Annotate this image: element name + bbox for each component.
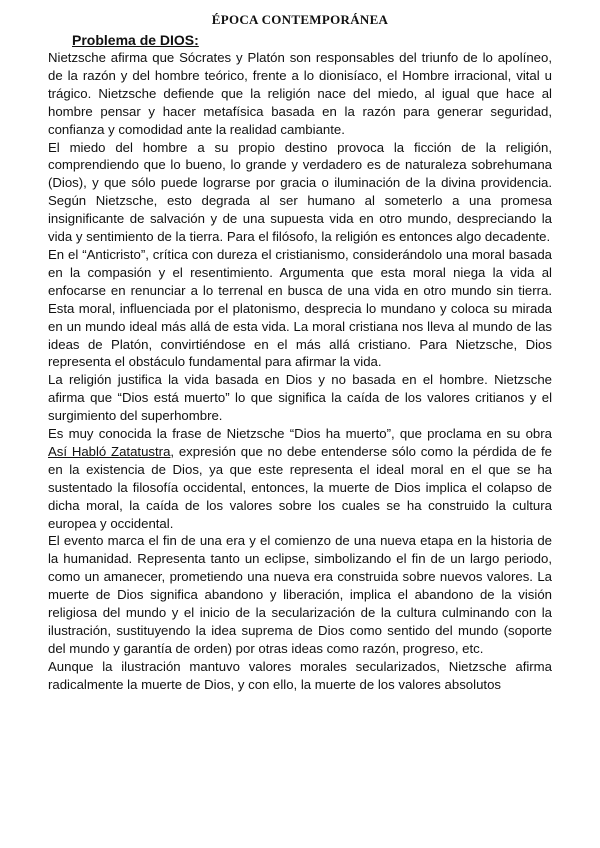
- paragraph-7: Aunque la ilustración mantuvo valores morales secularizados, Nietzsche afirma radicalmente la muerte de Dios, y con ello, la muerte de los valores absolutos: [48, 658, 552, 692]
- paragraph-5-text-start: Es muy conocida la frase de Nietzsche “Dios ha muerto”, que proclama en su obra: [48, 426, 552, 442]
- document-title: ÉPOCA CONTEMPORÁNEA: [211, 12, 389, 27]
- section-heading: Problema de DIOS:: [72, 32, 199, 48]
- document-page: [48, 12, 552, 694]
- book-title-link: Así Habló Zatatustra: [48, 443, 171, 459]
- paragraph-5-text-end: , expresión que no debe entenderse sólo como la pérdida de fe en la existencia de Dios, ya que este representa el ideal moral en el que se ha sustentado la filosofía occidental, entonces, la muerte de Dios implica el colapso de dicha moral, la caída de los valores sobre los cuales se ha construido la cultura europea y occidental.: [48, 443, 552, 531]
- paragraph-2: El miedo del hombre a su propio destino provoca la ficción de la religión, comprendiendo que lo bueno, lo grande y verdadero es de naturaleza sobrehumana (Dios), y que sólo puede lograrse por gracia o iluminación de la divina providencia. Según Nietzsche, esto degrada al ser humano al someterlo a una promesa insignificante de salvación y de una supuesta vida en otro mundo, despreciando la vida y sentimiento de la tierra. Para el filósofo, la religión es entonces algo decadente.: [48, 139, 552, 245]
- paragraph-5: [48, 425, 552, 532]
- paragraph-1: Nietzsche afirma que Sócrates y Platón son responsables del triunfo de lo apolíneo, de la razón y del hombre teórico, frente a lo dionisíaco, el Hombre irracional, vital u trágico. Nietzsche defiende que la religión nace del miedo, al igual que hace al hombre pensar y hacer metafísica basada en la razón para generar seguridad, confianza y comodidad ante la realidad cambiante.: [48, 50, 552, 137]
- paragraph-3: En el “Anticristo”, crítica con dureza el cristianismo, considerándolo una moral basada en la compasión y el resentimiento. Argumenta que esta moral niega la vida al enfocarse en renunciar a lo terrenal en busca de una vida en otro mundo sin tierra. Esta moral, influenciada por el platonismo, desprecia lo mundano y coloca su mirada en un mundo ideal más allá de esta vida. La moral cristiana nos lleva al mundo de las ideas de Platón, convirtiéndose en el más allá cristiano. Para Nietzsche, Dios representa el obstáculo fundamental para afirmar la vida.: [48, 246, 552, 370]
- paragraph-4: La religión justifica la vida basada en Dios y no basada en el hombre. Nietzsche afirma que “Dios está muerto” lo que significa la caída de los valores critianos y el surgimiento del superhombre.: [48, 372, 552, 424]
- paragraph-6: El evento marca el fin de una era y el comienzo de una nueva etapa en la historia de la humanidad. Representa tanto un eclipse, simbolizando el fin de un largo periodo, como un amanecer, prometiendo una nueva era construida sobre nuevos valores. La muerte de Dios significa abandono y liberación, implica el abandono de la visión religiosa del mundo y el inicio de la secularización de la cultura culminando con la ilustración, sustituyendo la idea suprema de Dios como sentido del mundo (soporte del mundo y garantía de orden) por otras ideas como razón, progreso, etc.: [48, 533, 552, 656]
